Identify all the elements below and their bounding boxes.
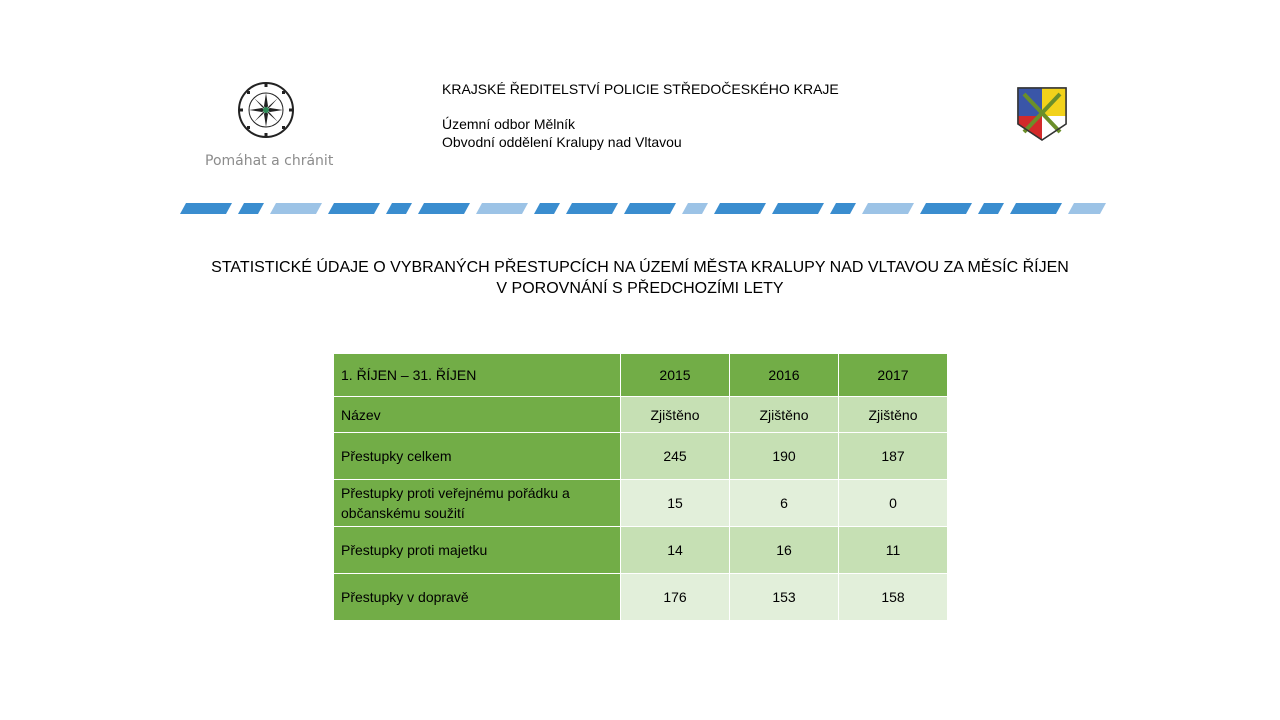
heading-line-1: STATISTICKÉ ÚDAJE O VYBRANÝCH PŘESTUPCÍCH NA ÚZEMÍ MĚSTA KRALUPY NAD VLTAVOU ZA MĚSÍC ŘÍJEN bbox=[211, 259, 1069, 276]
police-star-seal-icon bbox=[236, 80, 296, 140]
department-line-2: Obvodní oddělení Kralupy nad Vltavou bbox=[442, 134, 682, 150]
table-row bbox=[334, 433, 948, 480]
table-row bbox=[334, 527, 948, 574]
department-line-1: Územní odbor Mělník bbox=[442, 116, 576, 132]
statistics-table bbox=[333, 353, 948, 621]
row-value: 158 bbox=[839, 574, 948, 621]
row-value: 187 bbox=[839, 433, 948, 480]
heading-line-2: V POROVNÁNÍ S PŘEDCHOZÍMI LETY bbox=[496, 280, 784, 297]
row-value: 245 bbox=[621, 433, 730, 480]
year-header: 2015 bbox=[621, 354, 730, 397]
found-label: Zjištěno bbox=[730, 397, 839, 433]
year-header: 2016 bbox=[730, 354, 839, 397]
organization-title: KRAJSKÉ ŘEDITELSTVÍ POLICIE STŘEDOČESKÉHO KRAJE bbox=[442, 81, 839, 97]
row-value: 176 bbox=[621, 574, 730, 621]
row-value: 11 bbox=[839, 527, 948, 574]
table-row bbox=[334, 574, 948, 621]
page-heading bbox=[180, 257, 1100, 299]
row-name: Přestupky v dopravě bbox=[334, 574, 621, 621]
row-value: 14 bbox=[621, 527, 730, 574]
row-value: 190 bbox=[730, 433, 839, 480]
row-value: 16 bbox=[730, 527, 839, 574]
name-column-label: Název bbox=[334, 397, 621, 433]
table-header-row bbox=[334, 354, 948, 397]
period-header: 1. ŘÍJEN – 31. ŘÍJEN bbox=[334, 354, 621, 397]
found-label: Zjištěno bbox=[839, 397, 948, 433]
table-subheader-row bbox=[334, 397, 948, 433]
decorative-divider bbox=[180, 203, 1106, 214]
row-value: 153 bbox=[730, 574, 839, 621]
found-label: Zjištěno bbox=[621, 397, 730, 433]
row-value: 15 bbox=[621, 480, 730, 527]
row-value: 6 bbox=[730, 480, 839, 527]
year-header: 2017 bbox=[839, 354, 948, 397]
row-value: 0 bbox=[839, 480, 948, 527]
slogan: Pomáhat a chránit bbox=[205, 153, 334, 169]
row-name: Přestupky proti majetku bbox=[334, 527, 621, 574]
table-row bbox=[334, 480, 948, 527]
row-name: Přestupky celkem bbox=[334, 433, 621, 480]
coat-of-arms-icon bbox=[1016, 86, 1068, 142]
row-name: Přestupky proti veřejnému pořádku a občanskému soužití bbox=[334, 480, 621, 527]
